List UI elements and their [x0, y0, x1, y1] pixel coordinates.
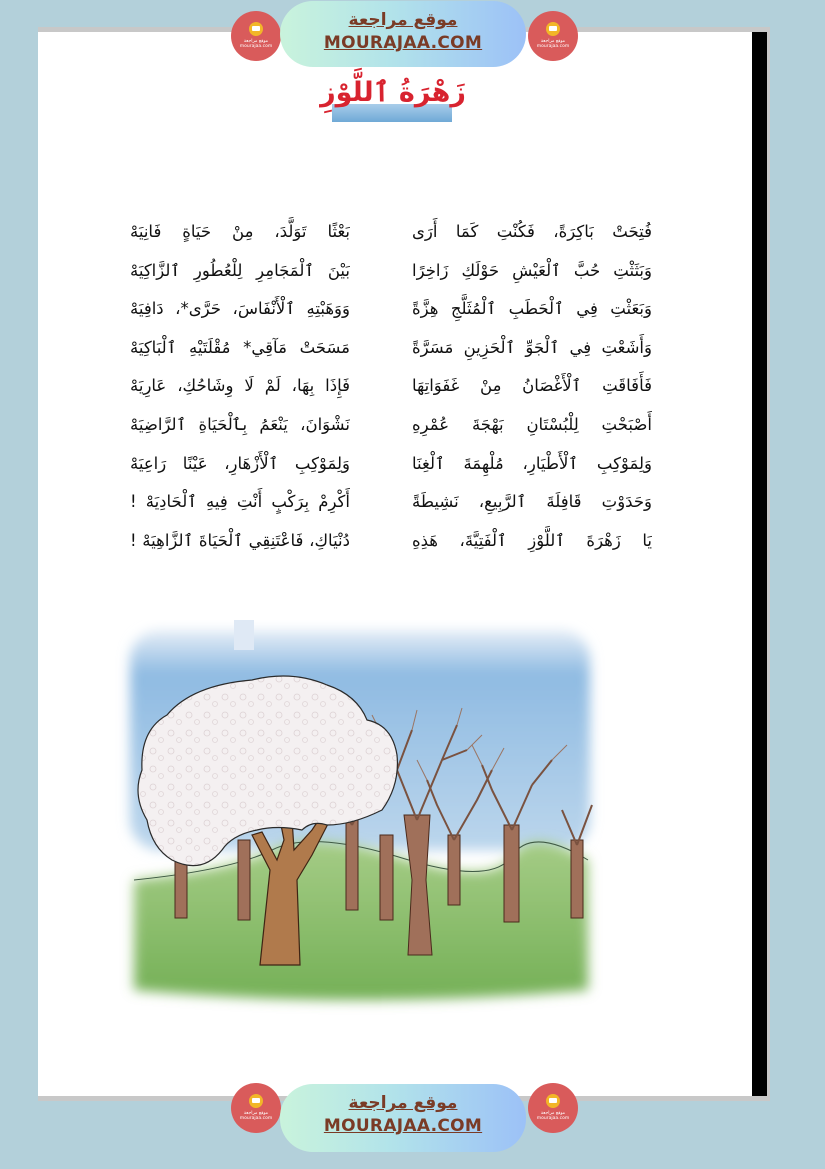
- site-logo-bottom-left[interactable]: [231, 1083, 281, 1133]
- page-edge-strip: [752, 32, 767, 1096]
- site-logo-bottom-right[interactable]: [528, 1083, 578, 1133]
- banner-arabic-label: موقع مراجعة: [348, 1093, 458, 1113]
- almond-tree-illustration: [112, 620, 608, 1016]
- verse-line: أَكْرِمْ بِرَكْبٍ أَنْتِ فِيهِ ٱلْحَادِيَهْ !: [130, 492, 350, 512]
- banner-arabic-label: موقع مراجعة: [348, 10, 458, 30]
- verse-line: وَأَشَعْتِ فِي ٱلْجَوِّ ٱلْحَزِينِ مَسَرَّةً: [412, 337, 652, 357]
- verse-line: وَلِمَوْكِبِ ٱلْأَطْيَارِ، مُلْهِمَةَ ٱلْغِنَا: [412, 453, 652, 473]
- verse-line: وَحَدَوْتِ قَافِلَةَ ٱلرَّبِيعِ، نَشِيطَةً: [412, 492, 652, 512]
- verse-line: وَبَعَثْتِ فِي ٱلْحَطَبِ ٱلْمُثَلَّجِ هِزَّةً: [412, 299, 652, 319]
- verse-line: وَوَهَبْتِهِ ٱلْأَنْفَاسَ، حَرَّى*، دَافِيَهْ: [130, 299, 350, 319]
- verse-line: نَشْوَانَ، يَنْعَمُ بِٱلْحَيَاةِ ٱلرَّاضِيَهْ: [130, 414, 350, 434]
- verse-line: أَصْبَحْتِ لِلْبُسْتَانِ بَهْجَةَ عُمْرِهِ: [412, 414, 652, 434]
- site-logo-top-right[interactable]: [528, 11, 578, 61]
- verse-line: يَا زَهْرَةَ ٱللَّوْزِ ٱلْفَتِيَّةَ، هَذِهِ: [412, 530, 652, 550]
- book-icon: [249, 22, 263, 36]
- site-logo-top-left[interactable]: [231, 11, 281, 61]
- poem-column-right: [412, 213, 652, 560]
- logo-text: موقع مراجعة mourajaa.com: [536, 1111, 570, 1121]
- verse-line: دُنْيَاكِ، فَاعْتَنِقِي ٱلْحَيَاةَ ٱلزَّاهِيَهْ !: [130, 530, 350, 550]
- verse-line: فَإِذَا بِهَا، لَمْ لَا وِشَاحُكِ، عَارِيَهْ: [130, 376, 350, 396]
- book-icon: [249, 1094, 263, 1108]
- site-banner-bottom[interactable]: [280, 1084, 526, 1152]
- verse-line: فُتِحَتْ بَاكِرَةً، فَكُنْتِ كَمَا أَرَى: [412, 222, 652, 241]
- poem-title: زَهْرَةُ ٱللَّوْزِ: [320, 77, 466, 108]
- logo-text: موقع مراجعة mourajaa.com: [239, 1111, 273, 1121]
- book-icon: [546, 1094, 560, 1108]
- landscape-image: [112, 620, 608, 1016]
- banner-site-link[interactable]: MOURAJAA.COM: [323, 1116, 483, 1136]
- verse-line: مَسَحَتْ مَآقِي* مُقْلَتَيْهِ ٱلْبَاكِيَهْ: [130, 337, 350, 357]
- verse-line: فَأَفَاقَتِ ٱلْأَغْصَانُ مِنْ غَفَوَاتِهَا: [412, 376, 652, 396]
- logo-text: موقع مراجعة mourajaa.com: [239, 39, 273, 49]
- verse-line: بَعْثًا تَوَلَّدَ، مِنْ حَيَاةٍ فَانِيَهْ: [130, 222, 350, 241]
- verse-line: وَبَثَثْتِ حُبَّ ٱلْعَيْشِ حَوْلَكِ زَاخِرًا: [412, 260, 652, 280]
- logo-text: موقع مراجعة mourajaa.com: [536, 39, 570, 49]
- verse-line: وَلِمَوْكِبِ ٱلْأَزْهَارِ، عَيْنًا رَاعِيَهْ: [130, 453, 350, 473]
- poem-column-left: [130, 213, 350, 560]
- site-banner-top[interactable]: [280, 1, 526, 67]
- book-icon: [546, 22, 560, 36]
- banner-site-link[interactable]: MOURAJAA.COM: [323, 33, 483, 53]
- verse-line: بَيْنَ ٱلْمَجَامِرِ لِلْعُطُورِ ٱلزَّاكِيَهْ: [130, 260, 350, 280]
